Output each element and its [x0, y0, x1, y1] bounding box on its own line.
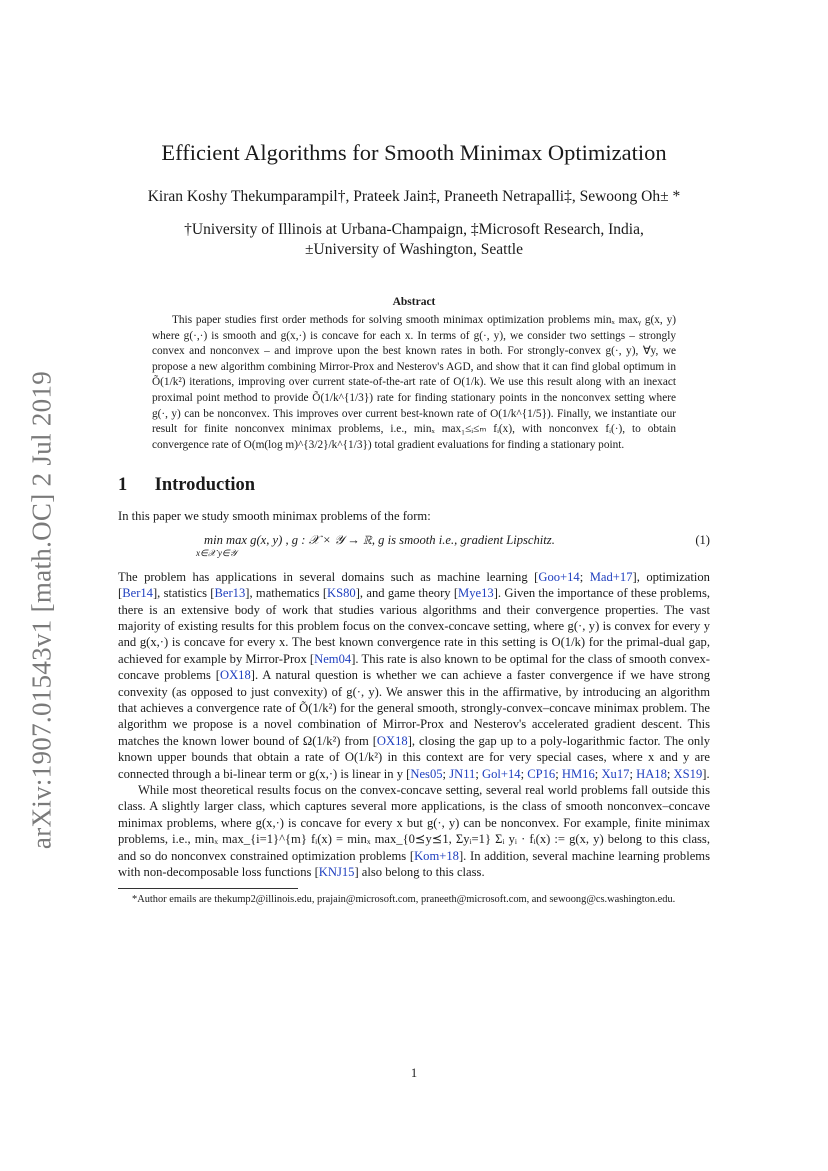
- abstract-text: This paper studies first order methods for solving smooth minimax optimization problems minₓ maxᵧ g(x, y) where g(·,·) is smooth and g(x,·) is concave for each x. In terms of g(·, y), we consider two settings – strongly convex and nonconvex – and improve upon the best known rates in both. For strongly-convex g(·, y), ∀y, we propose a new algorithm combining Mirror-Prox and Nesterov's AGD, and show that it can find global optimum in Õ(1/k²) iterations, improving over current state-of-the-art rate of O(1/k). We use this result along with an inexact proximal point method to provide Õ(1/k^{1/3}) rate for finding stationary points in the nonconvex setting where g(·, y) can be nonconvex. This improves over current best-known rate of O(1/k^{1/5}). Finally, we instantiate our result for finite nonconvex minimax problems, i.e., minₓ max₁≤ᵢ≤ₘ fᵢ(x), with nonconvex fᵢ(·), to obtain convergence rate of O(m(log m)^{3/2}/k^{1/3}) total gradient evaluations for finding a stationary point.: [152, 314, 676, 451]
- arxiv-identifier-text: arXiv:1907.01543v1 [math.OC] 2 Jul 2019: [26, 370, 57, 850]
- citation-link[interactable]: Gol+14: [481, 766, 521, 781]
- paragraph-text: ], optimization [: [118, 569, 710, 601]
- citation-link[interactable]: JN11: [449, 766, 476, 781]
- paragraph-text: While most theoretical results focus on the convex-concave setting, several real world problems fall outside this class. A slightly larger class, which captures several more applications, is the class of smooth nonconvex–concave minimax problems, where g(x,·) is concave for every x but g(·, y) can be nonconvex. For example, finite minimax problems, i.e., minₓ max_{i=1}^{m} fᵢ(x) = minₓ max_{0⪯y⪯1, Σyᵢ=1} Σᵢ yᵢ · fᵢ(x) := g(x, y) belong to this class, and so do nonconvex constrained optimization problems [: [118, 783, 710, 863]
- citation-link[interactable]: OX18: [376, 733, 408, 748]
- citation-link[interactable]: HA18: [636, 766, 667, 781]
- paragraph-text: ;: [520, 766, 528, 781]
- citation-link[interactable]: CP16: [527, 766, 556, 781]
- paper-page: [118, 140, 710, 907]
- citation-link[interactable]: KNJ15: [318, 865, 355, 880]
- footnote: *Author emails are thekump2@illinois.edu, prajain@microsoft.com, praneeth@microsoft.com, and sewoong@cs.washington.edu.: [118, 888, 710, 907]
- intro-lead: In this paper we study smooth minimax problems of the form:: [118, 509, 431, 524]
- affiliation-line: †University of Illinois at Urbana-Champaign, ‡Microsoft Research, India,: [184, 221, 644, 238]
- paragraph-text: ]. A natural question is whether we can achieve a faster convergence if we have strong convexity (as opposed to just convexity) of g(·, y). We answer this in the affirmative, by introducing an algorithm that achieves a convergence rate of Õ(1/k²) for the general smooth, strongly-convex–concave minimax problem. The algorithm we propose is a novel combination of Mirror-Prox and Nesterov's accelerated gradient descent. This matches the known lower bound of Ω(1/k²) from [: [118, 668, 710, 748]
- paragraph-text: ], and game theory [: [355, 586, 459, 601]
- author-list: Kiran Koshy Thekumparampil†, Prateek Jain‡, Praneeth Netrapalli‡, Sewoong Oh± *: [147, 188, 681, 205]
- paragraph-text: ;: [442, 766, 450, 781]
- paragraph-text: ;: [666, 766, 674, 781]
- paragraph-text: ;: [579, 569, 590, 584]
- citation-link[interactable]: Goo+14: [538, 569, 580, 584]
- paragraph-text: The problem has applications in several domains such as machine learning [: [118, 569, 539, 584]
- paragraph-text: ].: [702, 766, 710, 781]
- equation-expression: min max g(x, y) , g : 𝒳 × 𝒴 → ℝ, g is smooth i.e., gradient Lipschitz.: [204, 532, 555, 547]
- citation-link[interactable]: Mad+17: [589, 569, 633, 584]
- affiliations: [118, 220, 710, 260]
- citation-link[interactable]: Nem04: [314, 651, 352, 666]
- paragraph-text: ;: [629, 766, 637, 781]
- paragraph-text: ;: [594, 766, 602, 781]
- citation-link[interactable]: KS80: [327, 586, 356, 601]
- equation-subscripts: x∈𝒳 y∈𝒴: [196, 547, 237, 558]
- citation-link[interactable]: Nes05: [410, 766, 443, 781]
- citation-link[interactable]: Kom+18: [414, 848, 459, 863]
- citation-link[interactable]: OX18: [219, 668, 251, 683]
- equation-1: [118, 531, 710, 561]
- intro-paragraph-1: [118, 569, 710, 782]
- intro-paragraph-2: [118, 782, 710, 880]
- paragraph-text: ], closing the gap up to a poly-logarithmic factor. The only known upper bounds that obtain a rate of O(1/k²) in this context are for very special cases, where x and y are connected through a bi-linear term or g(x,·) is linear in y [: [118, 733, 710, 781]
- citation-link[interactable]: Mye13: [458, 586, 494, 601]
- paragraph-text: ]. In addition, several machine learning problems with non-decomposable loss functions [: [118, 848, 710, 880]
- paragraph-text: ]. This rate is also known to be optimal for the class of smooth convex-concave problems [: [118, 651, 710, 683]
- arxiv-identifier: [22, 360, 62, 860]
- paragraph-text: ;: [475, 766, 482, 781]
- section-number: 1: [118, 475, 128, 496]
- citation-link[interactable]: Ber13: [214, 586, 246, 601]
- affiliation-line: ±University of Washington, Seattle: [305, 241, 523, 258]
- equation-number: (1): [695, 532, 710, 547]
- paragraph-text: ] also belong to this class.: [354, 865, 485, 880]
- section-title: Introduction: [154, 475, 256, 496]
- paragraph-text: ], mathematics [: [245, 586, 328, 601]
- paper-title: Efficient Algorithms for Smooth Minimax Optimization: [161, 140, 667, 165]
- citation-link[interactable]: Xu17: [601, 766, 630, 781]
- page-number: 1: [410, 1066, 418, 1080]
- section-heading: [118, 475, 710, 496]
- paragraph-text: ;: [555, 766, 562, 781]
- citation-link[interactable]: HM16: [561, 766, 595, 781]
- citation-link[interactable]: Ber14: [122, 586, 153, 601]
- paragraph-text: ], statistics [: [152, 586, 215, 601]
- citation-link[interactable]: XS19: [673, 766, 703, 781]
- abstract-heading: Abstract: [392, 296, 436, 308]
- paragraph-text: ]. Given the importance of these problems, there is an extensive body of work that studies various algorithms and their convergence properties. The vast majority of existing results for this problem focus on the convex-concave setting, where g(·, y) is convex for every y and g(x,·) is concave for every x. The best known convergence rate in this setting is O(1/k) for the primal-dual gap, achieved for example by Mirror-Prox [: [118, 586, 710, 666]
